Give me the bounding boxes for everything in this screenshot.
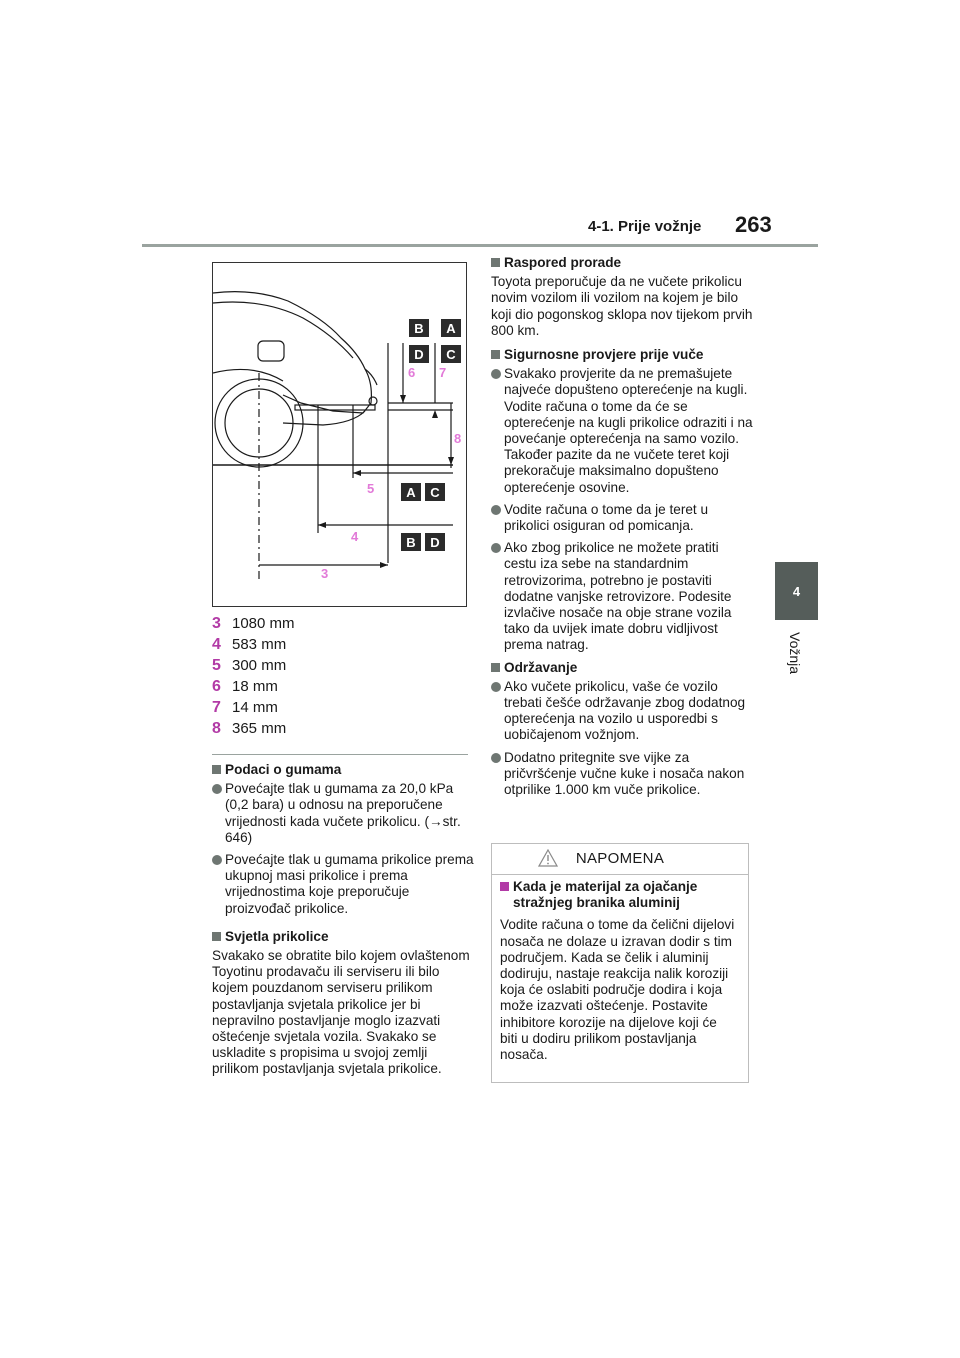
- dimension-row: [212, 718, 467, 739]
- dimension-number: 8: [212, 719, 221, 737]
- rear-light-detail: [258, 341, 284, 361]
- label-5: 5: [367, 481, 375, 496]
- warning-triangle-icon: [538, 849, 558, 867]
- notice-text: Vodite računa o tome da čelični dijelovi nosača ne dolaze u izravan dodir s tim područjem. Kada se čelik i aluminij dodiruju, nastaje reakcija nalik koroziji koja će oslabiti područje dodira i koja može izazvati oštećenje. Postavite inhibitore korozije na dijelove koji će biti u dodiru prilikom postavljanja nosača.: [500, 917, 735, 1063]
- square-bullet-icon: [491, 350, 500, 359]
- notice-body: [492, 875, 748, 1063]
- notice-header: [492, 844, 748, 875]
- vehicle-rear-diagram: [213, 263, 466, 606]
- circle-bullet-icon: [491, 753, 501, 763]
- right-column: [491, 255, 753, 804]
- label-d: D: [414, 347, 424, 362]
- tow-bar: [295, 405, 375, 410]
- dimension-row: [212, 655, 467, 676]
- wheel-arch: [213, 369, 283, 381]
- chapter-number: 4: [792, 583, 801, 599]
- square-bullet-icon: [491, 258, 500, 267]
- arrow-5: [353, 470, 361, 476]
- safety-bullet-1: Svakako provjerite da ne premašujete najveće dopušteno opterećenje na kugli. Vodite računa o tome da će se opterećenje na kugli prikolice odraziti i na povećanje opterećenja na samo vozilo. Također pazite da ne vučete teret koji prekoračuje maksimalno dopušteno opterećenje osovine.: [491, 366, 753, 496]
- tires-heading: Podaci o gumama: [212, 762, 474, 778]
- tires-bullet-1: Povećajte tlak u gumama za 20,0 kPa (0,2 bara) u odnosu na preporučene vrijednosti kada vučete prikolicu. (→str. 646): [212, 781, 474, 846]
- circle-bullet-icon: [491, 682, 501, 692]
- circle-bullet-icon: [212, 784, 222, 794]
- maintenance-heading: Održavanje: [491, 660, 753, 676]
- dimension-value: 18 mm: [232, 678, 278, 695]
- arrow-7: [432, 410, 438, 418]
- breakin-heading: Raspored prorade: [491, 255, 753, 271]
- arrow-8: [448, 457, 454, 465]
- label-ac-a: A: [406, 485, 416, 500]
- dimension-row: [212, 634, 467, 655]
- dimension-number: 7: [212, 698, 221, 716]
- label-7: 7: [439, 365, 447, 380]
- notice-heading: Kada je materijal za ojačanje stražnjeg branika aluminij: [500, 879, 738, 911]
- dimension-value: 14 mm: [232, 699, 278, 716]
- header-divider: [142, 244, 818, 247]
- chapter-title: Vožnja: [787, 632, 803, 675]
- dimension-value: 300 mm: [232, 657, 287, 674]
- dimension-number: 3: [212, 614, 221, 632]
- dimension-value: 365 mm: [232, 720, 287, 737]
- arrow-6: [400, 395, 406, 403]
- dimension-value: 583 mm: [232, 636, 287, 653]
- lights-text: Svakako se obratite bilo kojem ovlaštenom Toyotinu prodavaču ili serviseru ili bilo kojem pouzdanom serviseru prilikom postavljanja svjetala prikolice jer bi nepravilno postavljanje moglo izazvati oštećenje svjetala vozila. Svakako se uskladite s propisima u svojoj zemlji prilikom postavljanja svjetala prikolice.: [212, 948, 470, 1077]
- circle-bullet-icon: [491, 505, 501, 515]
- label-6: 6: [408, 365, 416, 380]
- dimension-row: [212, 676, 467, 697]
- label-4: 4: [351, 529, 359, 544]
- circle-bullet-icon: [212, 855, 222, 865]
- safety-bullet-3: Ako zbog prikolice ne možete pratiti cestu iza sebe na standardnim retrovizorima, potrebno je postaviti dodatne vanjske retrovizore. Podesite izvlačive nosače na obje strane vozila tako da uvijek imate dobru vidljivost prema natrag.: [491, 540, 753, 653]
- left-column: [212, 762, 474, 1086]
- page-number: 263: [735, 212, 772, 237]
- label-c: C: [446, 347, 456, 362]
- dimension-number: 6: [212, 677, 221, 695]
- section-title: 4-1. Prije vožnje: [588, 218, 702, 235]
- car-window-line: [213, 302, 353, 358]
- towing-dimensions-figure: [212, 262, 467, 607]
- notice-title: NAPOMENA: [575, 849, 665, 867]
- notice-box: [491, 843, 749, 1083]
- label-b: B: [414, 321, 424, 336]
- label-8: 8: [454, 431, 462, 446]
- square-bullet-icon: [212, 932, 221, 941]
- maintenance-bullet-2: Dodatno pritegnite sve vijke za pričvršćenje vučne kuke i nosača nakon otprilike 1.000 km vuče prikolice.: [491, 750, 753, 799]
- square-bullet-icon: [500, 882, 509, 891]
- circle-bullet-icon: [491, 369, 501, 379]
- breakin-text: Toyota preporučuje da ne vučete prikolicu novim vozilom ili vozilom na kojem je bilo koji dio pogonskog sklopa nov tijekom prvih 800 km.: [491, 274, 753, 338]
- dimension-row: [212, 613, 467, 634]
- label-3: 3: [321, 566, 329, 581]
- section-divider: [212, 754, 468, 755]
- dimension-value: 1080 mm: [232, 615, 295, 632]
- tow-ball: [369, 397, 377, 405]
- arrow-3: [380, 562, 388, 568]
- chapter-tab: [775, 562, 818, 620]
- safety-heading: Sigurnosne provjere prije vuče: [491, 347, 753, 363]
- label-bd-d: D: [430, 535, 440, 550]
- tires-bullet-2: Povećajte tlak u gumama prikolice prema ukupnoj masi prikolice i prema vrijednostima koje preporučuje proizvođač prikolice.: [212, 852, 474, 917]
- dimension-row: [212, 697, 467, 718]
- dimension-number: 5: [212, 656, 221, 674]
- safety-bullet-2: Vodite računa o tome da je teret u prikolici osiguran od pomicanja.: [491, 502, 753, 534]
- arrow-4: [318, 522, 326, 528]
- label-bd-b: B: [406, 535, 416, 550]
- square-bullet-icon: [212, 765, 221, 774]
- circle-bullet-icon: [491, 543, 501, 553]
- square-bullet-icon: [491, 663, 500, 672]
- label-ac-c: C: [430, 485, 440, 500]
- label-a: A: [446, 321, 456, 336]
- dimension-number: 4: [212, 635, 221, 653]
- lights-heading: Svjetla prikolice: [212, 929, 474, 945]
- maintenance-bullet-1: Ako vučete prikolicu, vaše će vozilo trebati češće održavanje zbog dodatnog opterećenja na vozilo u usporedbi s uobičajenom vožnjom.: [491, 679, 753, 744]
- dimension-list: [212, 613, 467, 739]
